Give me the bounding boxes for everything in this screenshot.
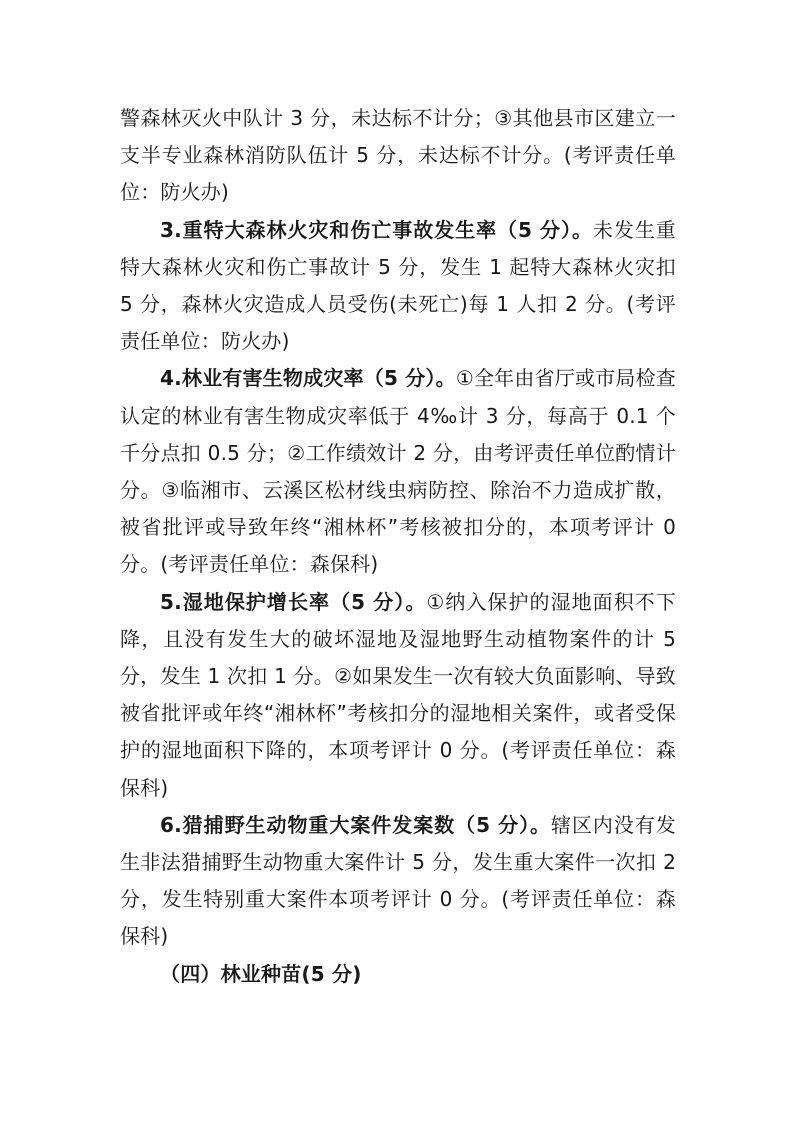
item-heading: 4.林业有害生物成灾率（5 分）。 bbox=[160, 366, 456, 391]
paragraph-item-3 bbox=[120, 212, 676, 361]
paragraph-body: 警森林灭火中队计 3 分，未达标不计分；③其他县市区建立一支半专业森林消防队伍计 5 分，未达标不计分。(考评责任单位：防火办) bbox=[120, 106, 676, 205]
paragraph-body: ①全年由省厅或市局检查认定的林业有害生物成灾率低于 4‰计 3 分，每高于 0.1 个千分点扣 0.5 分；②工作绩效计 2 分，由考评责任单位酌情计分。③临湘市、云溪区松材线虫病防控、除治不力造成扩散，被省批评或导致年终“湘林杯”考核被扣分的，本项考评计 0 分。(考评责任单位：森保科) bbox=[120, 366, 676, 577]
paragraph-item-5 bbox=[120, 584, 676, 807]
paragraph-body: 辖区内没有发生非法猎捕野生动物重大案件计 5 分，发生重大案件一次扣 2 分，发生特别重大案件本项考评计 0 分。(考评责任单位：森保科) bbox=[120, 812, 677, 949]
paragraph-item-4 bbox=[120, 360, 676, 583]
document-page bbox=[120, 100, 676, 993]
paragraph-item-6 bbox=[120, 807, 676, 956]
section-heading: （四）林业种苗(5 分) bbox=[160, 961, 362, 986]
item-heading: 5.湿地保护增长率（5 分）。 bbox=[160, 589, 427, 614]
item-heading: 3.重特大森林火灾和伤亡事故发生率（5 分）。 bbox=[160, 217, 593, 242]
paragraph-body: ①纳入保护的湿地面积不下降，且没有发生大的破坏湿地及湿地野生动植物案件的计 5 分，发生 1 次扣 1 分。②如果发生一次有较大负面影响、导致被省批评或年终“湘林杯”考核扣分的湿地相关案件，或者受保护的湿地面积下降的，本项考评计 0 分。(考评责任单位：森保科) bbox=[120, 589, 676, 800]
paragraph-body: 未发生重特大森林火灾和伤亡事故计 5 分，发生 1 起特大森林火灾扣 5 分，森林火灾造成人员受伤(未死亡)每 1 人扣 2 分。(考评责任单位：防火办) bbox=[120, 217, 676, 354]
item-heading: 6.猎捕野生动物重大案件发案数（5 分）。 bbox=[160, 812, 552, 837]
paragraph-continued bbox=[120, 100, 676, 212]
